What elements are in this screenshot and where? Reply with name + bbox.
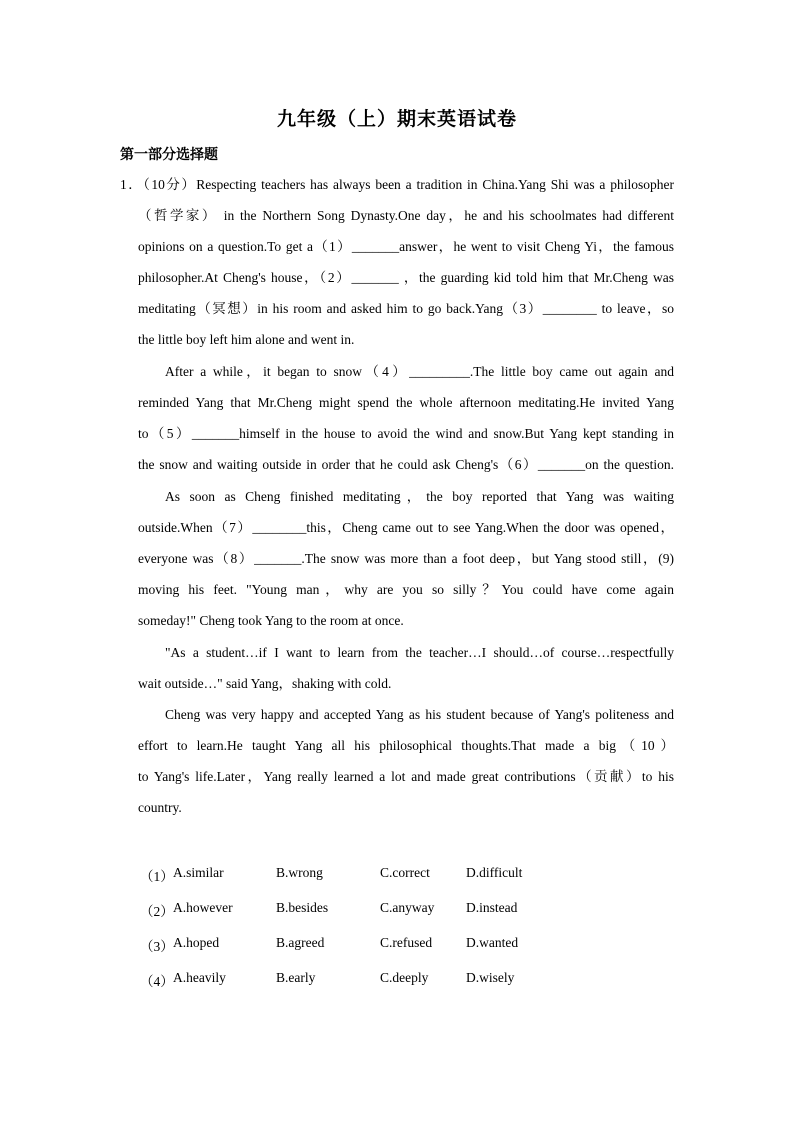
- passage-line: （哲学家） in the Northern Song Dynasty.One day，he and his schoolmates had different: [138, 208, 674, 223]
- option-b: B.wrong: [276, 865, 323, 880]
- option-a: A.however: [173, 900, 233, 915]
- option-number: （1）: [140, 869, 174, 884]
- option-number: （3）: [140, 939, 174, 954]
- page-title: 九年级（上）期末英语试卷: [276, 108, 517, 130]
- option-b: B.besides: [276, 900, 329, 915]
- passage-line: someday!" Cheng took Yang to the room at once.: [138, 613, 404, 628]
- option-a: A.heavily: [173, 970, 226, 985]
- passage-line: to Yang's life.Later，Yang really learned a lot and made great contributions（贡献）to his: [138, 769, 674, 784]
- passage-line: moving his feet. "Young man，why are you so silly？You could have come again: [138, 582, 674, 597]
- section-heading: 第一部分选择题: [120, 147, 218, 163]
- passage-line: reminded Yang that Mr.Cheng might spend the whole afternoon meditating.He invited Yang: [138, 395, 674, 410]
- option-number: （2）: [140, 904, 174, 919]
- passage-line: the little boy left him alone and went in.: [138, 332, 355, 347]
- passage-line: the snow and waiting outside in order that he could ask Cheng's（6）_______on the question.: [138, 457, 674, 472]
- passage-line: Cheng was very happy and accepted Yang as his student because of Yang's politeness and: [165, 707, 674, 722]
- passage-line: meditating（冥想）in his room and asked him to go back.Yang（3）________ to leave，so: [138, 301, 674, 316]
- option-number: （4）: [140, 974, 174, 989]
- option-a: A.similar: [173, 865, 224, 880]
- passage-line: everyone was（8）_______.The snow was more than a foot deep，but Yang stood still，(9): [138, 551, 674, 566]
- option-c: C.refused: [380, 935, 433, 950]
- passage-line: philosopher.At Cheng's house，（2）_______ ，the guarding kid told him that Mr.Cheng was: [138, 270, 674, 285]
- option-c: C.deeply: [380, 970, 429, 985]
- passage-line: "As a student…if I want to learn from the teacher…I should…of course…respectfully: [165, 645, 674, 660]
- option-c: C.correct: [380, 865, 430, 880]
- option-d: D.difficult: [466, 865, 523, 880]
- passage-line: country.: [138, 800, 182, 815]
- option-d: D.wisely: [466, 970, 515, 985]
- passage-line: wait outside…" said Yang，shaking with cold.: [138, 676, 392, 691]
- passage-line: opinions on a question.To get a（1）_______answer，he went to visit Cheng Yi，the famous: [138, 239, 674, 254]
- option-c: C.anyway: [380, 900, 435, 915]
- option-a: A.hoped: [173, 935, 220, 950]
- option-d: D.wanted: [466, 935, 519, 950]
- passage-line: 1．（10分）Respecting teachers has always been a tradition in China.Yang Shi was a philosopher: [120, 177, 674, 192]
- passage-line: As soon as Cheng finished meditating，the boy reported that Yang was waiting: [165, 489, 674, 504]
- passage-line: to（5）_______himself in the house to avoid the wind and snow.But Yang kept standing in: [138, 426, 674, 441]
- passage-line: effort to learn.He taught Yang all his philosophical thoughts.That made a big（10）: [138, 738, 674, 753]
- passage-line: After a while，it began to snow（4）_________.The little boy came out again and: [165, 364, 674, 379]
- option-b: B.agreed: [276, 935, 325, 950]
- passage-line: outside.When（7）________this，Cheng came out to see Yang.When the door was opened，: [138, 520, 674, 535]
- option-b: B.early: [276, 970, 316, 985]
- option-d: D.instead: [466, 900, 518, 915]
